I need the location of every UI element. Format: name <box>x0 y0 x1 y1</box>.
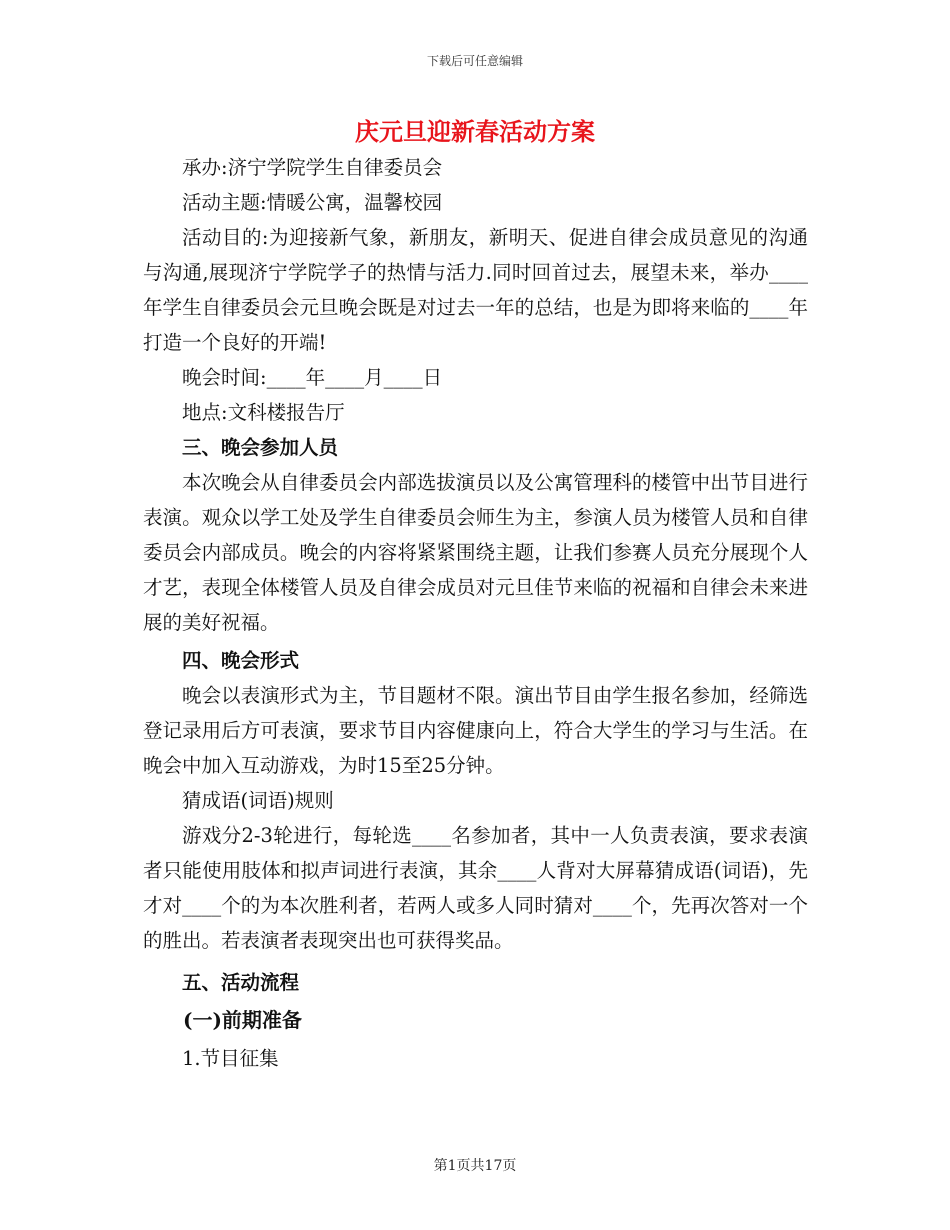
page-footer: 第1页共17页 <box>433 1158 517 1174</box>
place-paragraph: 地点:文科楼报告厅 <box>182 401 345 424</box>
section-heading-form: 四、晚会形式 <box>182 649 300 672</box>
participants-paragraph: 本次晚会从自律委员会内部选拔演员以及公寓管理科的楼管中出节目进行表演。观众以学工处及学生自律委员会师生为主，参演人员为楼管人员和自律委员会内部成员。晚会的内容将紧紧围绕主题，让我们参赛人员充分展现个人才艺，表现全体楼管人员及自律会成员对元旦佳节来临的祝福和自律会未来进展的美好祝福。 <box>143 471 808 634</box>
document-body <box>143 150 808 1076</box>
form-paragraph: 晚会以表演形式为主，节目题材不限。演出节目由学生报名参加，经筛选登记录用后方可表演，要求节目内容健康向上，符合大学生的学习与生活。在晚会中加入互动游戏，为时15至25分钟。 <box>143 684 808 777</box>
purpose-paragraph: 活动目的:为迎接新气象，新朋友，新明天、促进自律会成员意见的沟通与沟通,展现济宁学院学子的热情与活力.同时回首过去，展望未来，举办____年学生自律委员会元旦晚会既是对过去一年的总结，也是为即将来临的____年打造一个良好的开端! <box>143 226 808 354</box>
time-paragraph: 晚会时间:____年____月____日 <box>182 366 443 389</box>
section-heading-process: 五、活动流程 <box>182 971 300 994</box>
theme-paragraph: 活动主题:情暖公寓，温馨校园 <box>182 191 443 214</box>
document-title: 庆元旦迎新春活动方案 <box>355 117 595 146</box>
organizer-paragraph: 承办:济宁学院学生自律委员会 <box>182 156 443 179</box>
game-rules-paragraph: 游戏分2-3轮进行，每轮选____名参加者，其中一人负责表演，要求表演者只能使用肢体和拟声词进行表演，其余____人背对大屏幕猜成语(词语)，先才对____个的为本次胜利者，若两人或多人同时猜对____个，先再次答对一个的胜出。若表演者表现突出也可获得奖品。 <box>143 824 808 952</box>
list-item-program-collection: 1.节目征集 <box>182 1047 279 1070</box>
header-note: 下载后可任意编辑 <box>426 54 523 68</box>
game-title-paragraph: 猜成语(词语)规则 <box>182 789 334 812</box>
subsection-heading-preparation: (一)前期准备 <box>183 1008 302 1032</box>
section-heading-participants: 三、晚会参加人员 <box>182 436 339 459</box>
